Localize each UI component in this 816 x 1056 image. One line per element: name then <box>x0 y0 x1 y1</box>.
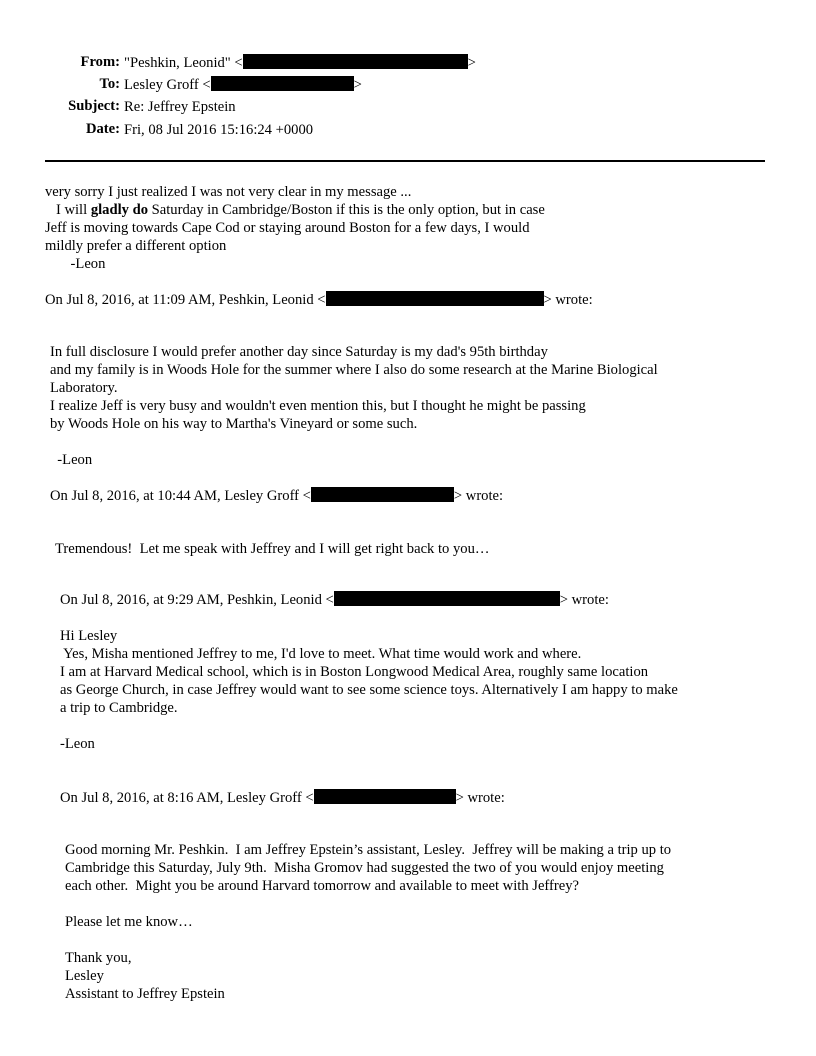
body-line: Good morning Mr. Peshkin. I am Jeffrey Epstein’s assistant, Lesley. Jeffrey will be making a trip up to <box>65 842 672 858</box>
quote-intro-text: On Jul 8, 2016, at 10:44 AM, Lesley Groff < <box>50 488 311 504</box>
body-line: and my family is in Woods Hole for the summer where I also do some research at the Marine Biological <box>50 362 658 378</box>
body-bold-text: gladly do <box>90 202 148 218</box>
subject-value: Re: Jeffrey Epstein <box>124 99 236 115</box>
body-line: Yes, Misha mentioned Jeffrey to me, I'd love to meet. What time would work and where. <box>60 646 582 662</box>
body-line: very sorry I just realized I was not very clear in my message ... <box>45 184 412 200</box>
body-line: Cambridge this Saturday, July 9th. Misha Gromov had suggested the two of you would enjoy meeting <box>65 860 664 876</box>
redaction-box <box>314 789 456 804</box>
quote-intro-text: On Jul 8, 2016, at 8:16 AM, Lesley Groff < <box>60 790 314 806</box>
quote-intro <box>60 591 609 609</box>
body-line: I realize Jeff is very busy and wouldn't even mention this, but I thought he might be passing <box>50 398 586 414</box>
body-line: by Woods Hole on his way to Martha's Vineyard or some such. <box>50 416 418 432</box>
to-value: Lesley Groff < <box>124 77 211 93</box>
header-divider <box>45 160 765 162</box>
redaction-box <box>334 591 560 606</box>
body-line: a trip to Cambridge. <box>60 700 178 716</box>
body-line: Hi Lesley <box>60 628 118 644</box>
quote-intro-text: > wrote: <box>455 790 505 806</box>
body-line: mildly prefer a different option <box>45 238 227 254</box>
body-line: Laboratory. <box>50 380 118 396</box>
body-line: Jeff is moving towards Cape Cod or staying around Boston for a few days, I would <box>45 220 530 236</box>
redaction-box <box>326 291 544 306</box>
quote-intro-text: > wrote: <box>543 292 593 308</box>
signature: -Leon <box>60 736 95 752</box>
quote-intro <box>45 291 593 309</box>
body-line: Please let me know… <box>65 914 193 930</box>
signature: Lesley <box>65 968 104 984</box>
body-line: In full disclosure I would prefer another day since Saturday is my dad's 95th birthday <box>50 344 548 360</box>
date-value: Fri, 08 Jul 2016 15:16:24 +0000 <box>124 122 314 138</box>
from-label: From: <box>80 54 120 70</box>
redaction-box <box>311 487 454 502</box>
date-label: Date: <box>85 121 120 137</box>
quote-intro-text: On Jul 8, 2016, at 9:29 AM, Peshkin, Leonid < <box>60 592 334 608</box>
body-line: Thank you, <box>65 950 132 966</box>
subject-label: Subject: <box>68 98 120 114</box>
body-line: Tremendous! Let me speak with Jeffrey and I will get right back to you… <box>55 541 490 557</box>
redaction-box <box>243 54 468 69</box>
quote-intro-text: > wrote: <box>559 592 609 608</box>
from-field <box>124 54 476 72</box>
body-text: I will <box>45 202 91 218</box>
body-line: as George Church, in case Jeffrey would want to see some science toys. Alternatively I am happy to make <box>60 682 678 698</box>
body-text: Saturday in Cambridge/Boston if this is the only option, but in case <box>148 202 545 218</box>
to-close: > <box>353 77 362 93</box>
signature: -Leon <box>45 256 106 272</box>
body-line: I am at Harvard Medical school, which is in Boston Longwood Medical Area, roughly same location <box>60 664 649 680</box>
quote-intro-text: On Jul 8, 2016, at 11:09 AM, Peshkin, Leonid < <box>45 292 326 308</box>
body-line: each other. Might you be around Harvard tomorrow and available to meet with Jeffrey? <box>65 878 579 894</box>
from-close: > <box>467 55 476 71</box>
quote-intro <box>50 487 503 505</box>
from-value: "Peshkin, Leonid" < <box>124 55 243 71</box>
quote-intro <box>60 789 505 807</box>
signature-title: Assistant to Jeffrey Epstein <box>65 986 225 1002</box>
body-line <box>45 201 545 219</box>
redaction-box <box>211 76 354 91</box>
to-label: To: <box>99 76 120 92</box>
to-field <box>124 76 362 94</box>
signature: -Leon <box>50 452 93 468</box>
quote-intro-text: > wrote: <box>453 488 504 504</box>
